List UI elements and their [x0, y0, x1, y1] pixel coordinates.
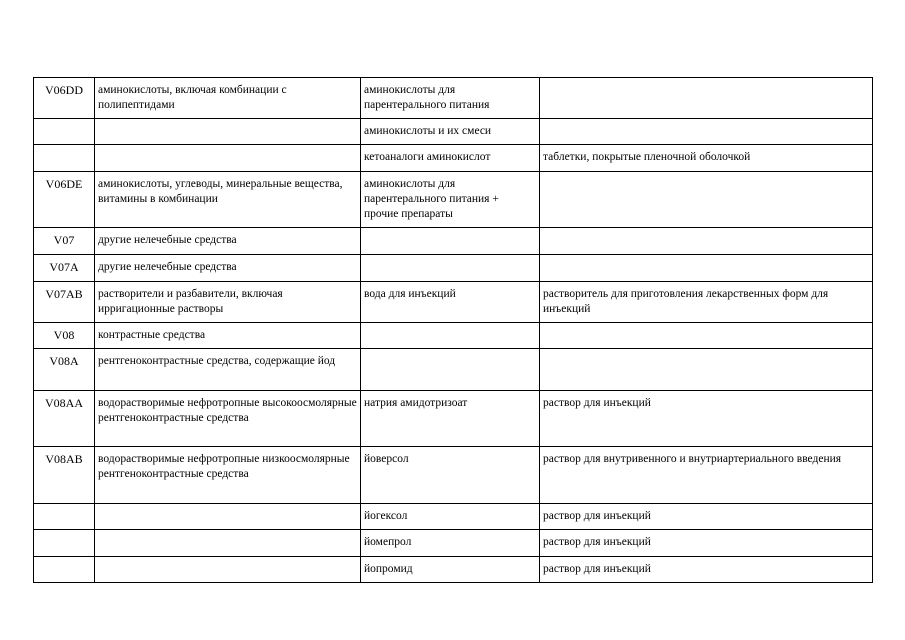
- group-cell: [95, 557, 361, 583]
- table-row: [34, 504, 873, 530]
- form-cell: раствор для инъекций: [540, 557, 873, 583]
- table-row: [34, 349, 873, 391]
- table-row: [34, 323, 873, 349]
- group-cell: аминокислоты, углеводы, минеральные вещества, витамины в комбинации: [95, 172, 361, 228]
- drug-cell: йоверсол: [361, 447, 540, 504]
- atc-code-cell: V08A: [34, 349, 95, 391]
- table-row: [34, 119, 873, 145]
- group-cell: контрастные средства: [95, 323, 361, 349]
- atc-code-cell: V08AA: [34, 391, 95, 447]
- form-cell: раствор для внутривенного и внутриартериального введения: [540, 447, 873, 504]
- form-cell: раствор для инъекций: [540, 504, 873, 530]
- form-cell: [540, 255, 873, 282]
- table-row: [34, 145, 873, 172]
- table-row: [34, 282, 873, 323]
- table-row: [34, 255, 873, 282]
- drug-cell: [361, 349, 540, 391]
- group-cell: [95, 530, 361, 557]
- atc-code-cell: [34, 504, 95, 530]
- group-cell: [95, 145, 361, 172]
- group-cell: [95, 504, 361, 530]
- form-cell: [540, 349, 873, 391]
- group-cell: другие нелечебные средства: [95, 228, 361, 255]
- drug-cell: йопромид: [361, 557, 540, 583]
- table-row: [34, 172, 873, 228]
- form-cell: [540, 228, 873, 255]
- atc-code-cell: [34, 530, 95, 557]
- atc-code-cell: [34, 557, 95, 583]
- drug-cell: кетоаналоги аминокислот: [361, 145, 540, 172]
- table-row: [34, 447, 873, 504]
- form-cell: [540, 172, 873, 228]
- form-cell: раствор для инъекций: [540, 530, 873, 557]
- drug-cell: аминокислоты для парентерального питания: [361, 78, 540, 119]
- group-cell: рентгеноконтрастные средства, содержащие йод: [95, 349, 361, 391]
- atc-code-cell: V07: [34, 228, 95, 255]
- drug-cell: [361, 228, 540, 255]
- drug-cell: [361, 255, 540, 282]
- table-row: [34, 557, 873, 583]
- form-cell: раствор для инъекций: [540, 391, 873, 447]
- form-cell: [540, 119, 873, 145]
- atc-code-cell: [34, 119, 95, 145]
- drug-cell: йогексол: [361, 504, 540, 530]
- drug-cell: йомепрол: [361, 530, 540, 557]
- group-cell: [95, 119, 361, 145]
- table-row: [34, 78, 873, 119]
- drug-table: [33, 77, 873, 583]
- group-cell: водорастворимые нефротропные низкоосмолярные рентгеноконтрастные средства: [95, 447, 361, 504]
- drug-cell: аминокислоты и их смеси: [361, 119, 540, 145]
- drug-cell: аминокислоты для парентерального питания + прочие препараты: [361, 172, 540, 228]
- form-cell: таблетки, покрытые пленочной оболочкой: [540, 145, 873, 172]
- atc-code-cell: V07AB: [34, 282, 95, 323]
- form-cell: [540, 78, 873, 119]
- atc-code-cell: V08: [34, 323, 95, 349]
- drug-cell: вода для инъекций: [361, 282, 540, 323]
- drug-cell: натрия амидотризоат: [361, 391, 540, 447]
- group-cell: аминокислоты, включая комбинации с полипептидами: [95, 78, 361, 119]
- drug-cell: [361, 323, 540, 349]
- table-row: [34, 228, 873, 255]
- atc-code-cell: V08AB: [34, 447, 95, 504]
- atc-code-cell: V06DD: [34, 78, 95, 119]
- atc-code-cell: V06DE: [34, 172, 95, 228]
- group-cell: другие нелечебные средства: [95, 255, 361, 282]
- form-cell: растворитель для приготовления лекарственных форм для инъекций: [540, 282, 873, 323]
- group-cell: растворители и разбавители, включая ирригационные растворы: [95, 282, 361, 323]
- table-row: [34, 391, 873, 447]
- group-cell: водорастворимые нефротропные высокоосмолярные рентгеноконтрастные средства: [95, 391, 361, 447]
- atc-code-cell: V07A: [34, 255, 95, 282]
- atc-code-cell: [34, 145, 95, 172]
- table-row: [34, 530, 873, 557]
- form-cell: [540, 323, 873, 349]
